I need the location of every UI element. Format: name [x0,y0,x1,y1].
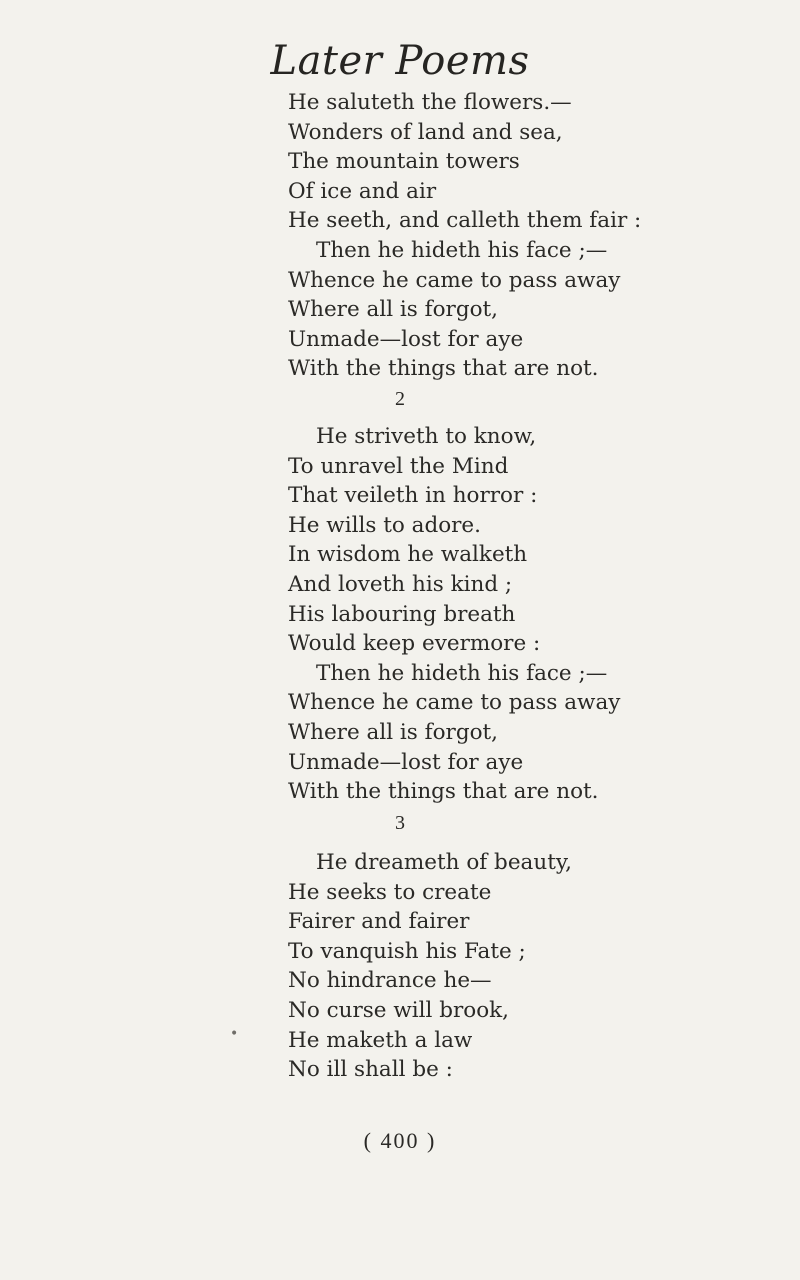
poem-line: And loveth his kind ; [288,571,513,597]
poem-line: The mountain towers [288,149,520,175]
poem-line: He maketh a law [288,1027,473,1053]
poem-line: To unravel the Mind [288,453,509,479]
running-head: Later Poems [270,38,530,84]
poem-line: To vanquish his Fate ; [288,938,526,964]
poem-line: He wills to adore. [288,512,481,538]
poem-line: With the things that are not. [288,779,599,805]
stanza-2 [288,422,768,807]
poem-line: Where all is forgot, [288,719,499,745]
poem-line: He striveth to know, [316,424,537,449]
poem-line: Where all is forgot, [288,297,499,323]
poem-line: Of ice and air [288,178,437,204]
poem-line: Wonders of land and sea, [288,119,563,145]
page-number: ( 400 ) [363,1128,437,1153]
poem-line: He dreameth of beauty, [316,850,572,875]
poem-line: That veileth in horror : [288,483,538,509]
stanza-3 [288,848,768,1085]
poem-line: With the things that are not. [288,356,599,382]
poem-line: No curse will brook, [288,997,510,1023]
poem-line: He seeks to create [288,879,492,905]
stanza-continued [288,88,768,384]
stanza-number-2: 2 [395,388,405,410]
poem-line: He saluteth the flowers.— [288,90,572,115]
poem-line: Whence he came to pass away [288,690,621,716]
poem-line: In wisdom he walketh [288,542,528,568]
poem-line: Unmade—lost for aye [288,749,524,775]
poem-line: Unmade—lost for aye [288,326,524,352]
poem-line: No hindrance he— [288,968,492,994]
margin-mark: • [230,1026,239,1042]
poem-line: Fairer and fairer [288,909,470,935]
poem-line: Then he hideth his face ;— [316,660,608,686]
poem-line: Would keep evermore : [288,631,541,657]
stanza-number-3: 3 [395,812,405,834]
poem-line: Whence he came to pass away [288,267,621,293]
poem-line: His labouring breath [288,601,516,627]
poem-line: No ill shall be : [288,1057,453,1083]
poem-line: He seeth, and calleth them fair : [288,208,642,234]
poem-line: Then he hideth his face ;— [316,237,608,263]
